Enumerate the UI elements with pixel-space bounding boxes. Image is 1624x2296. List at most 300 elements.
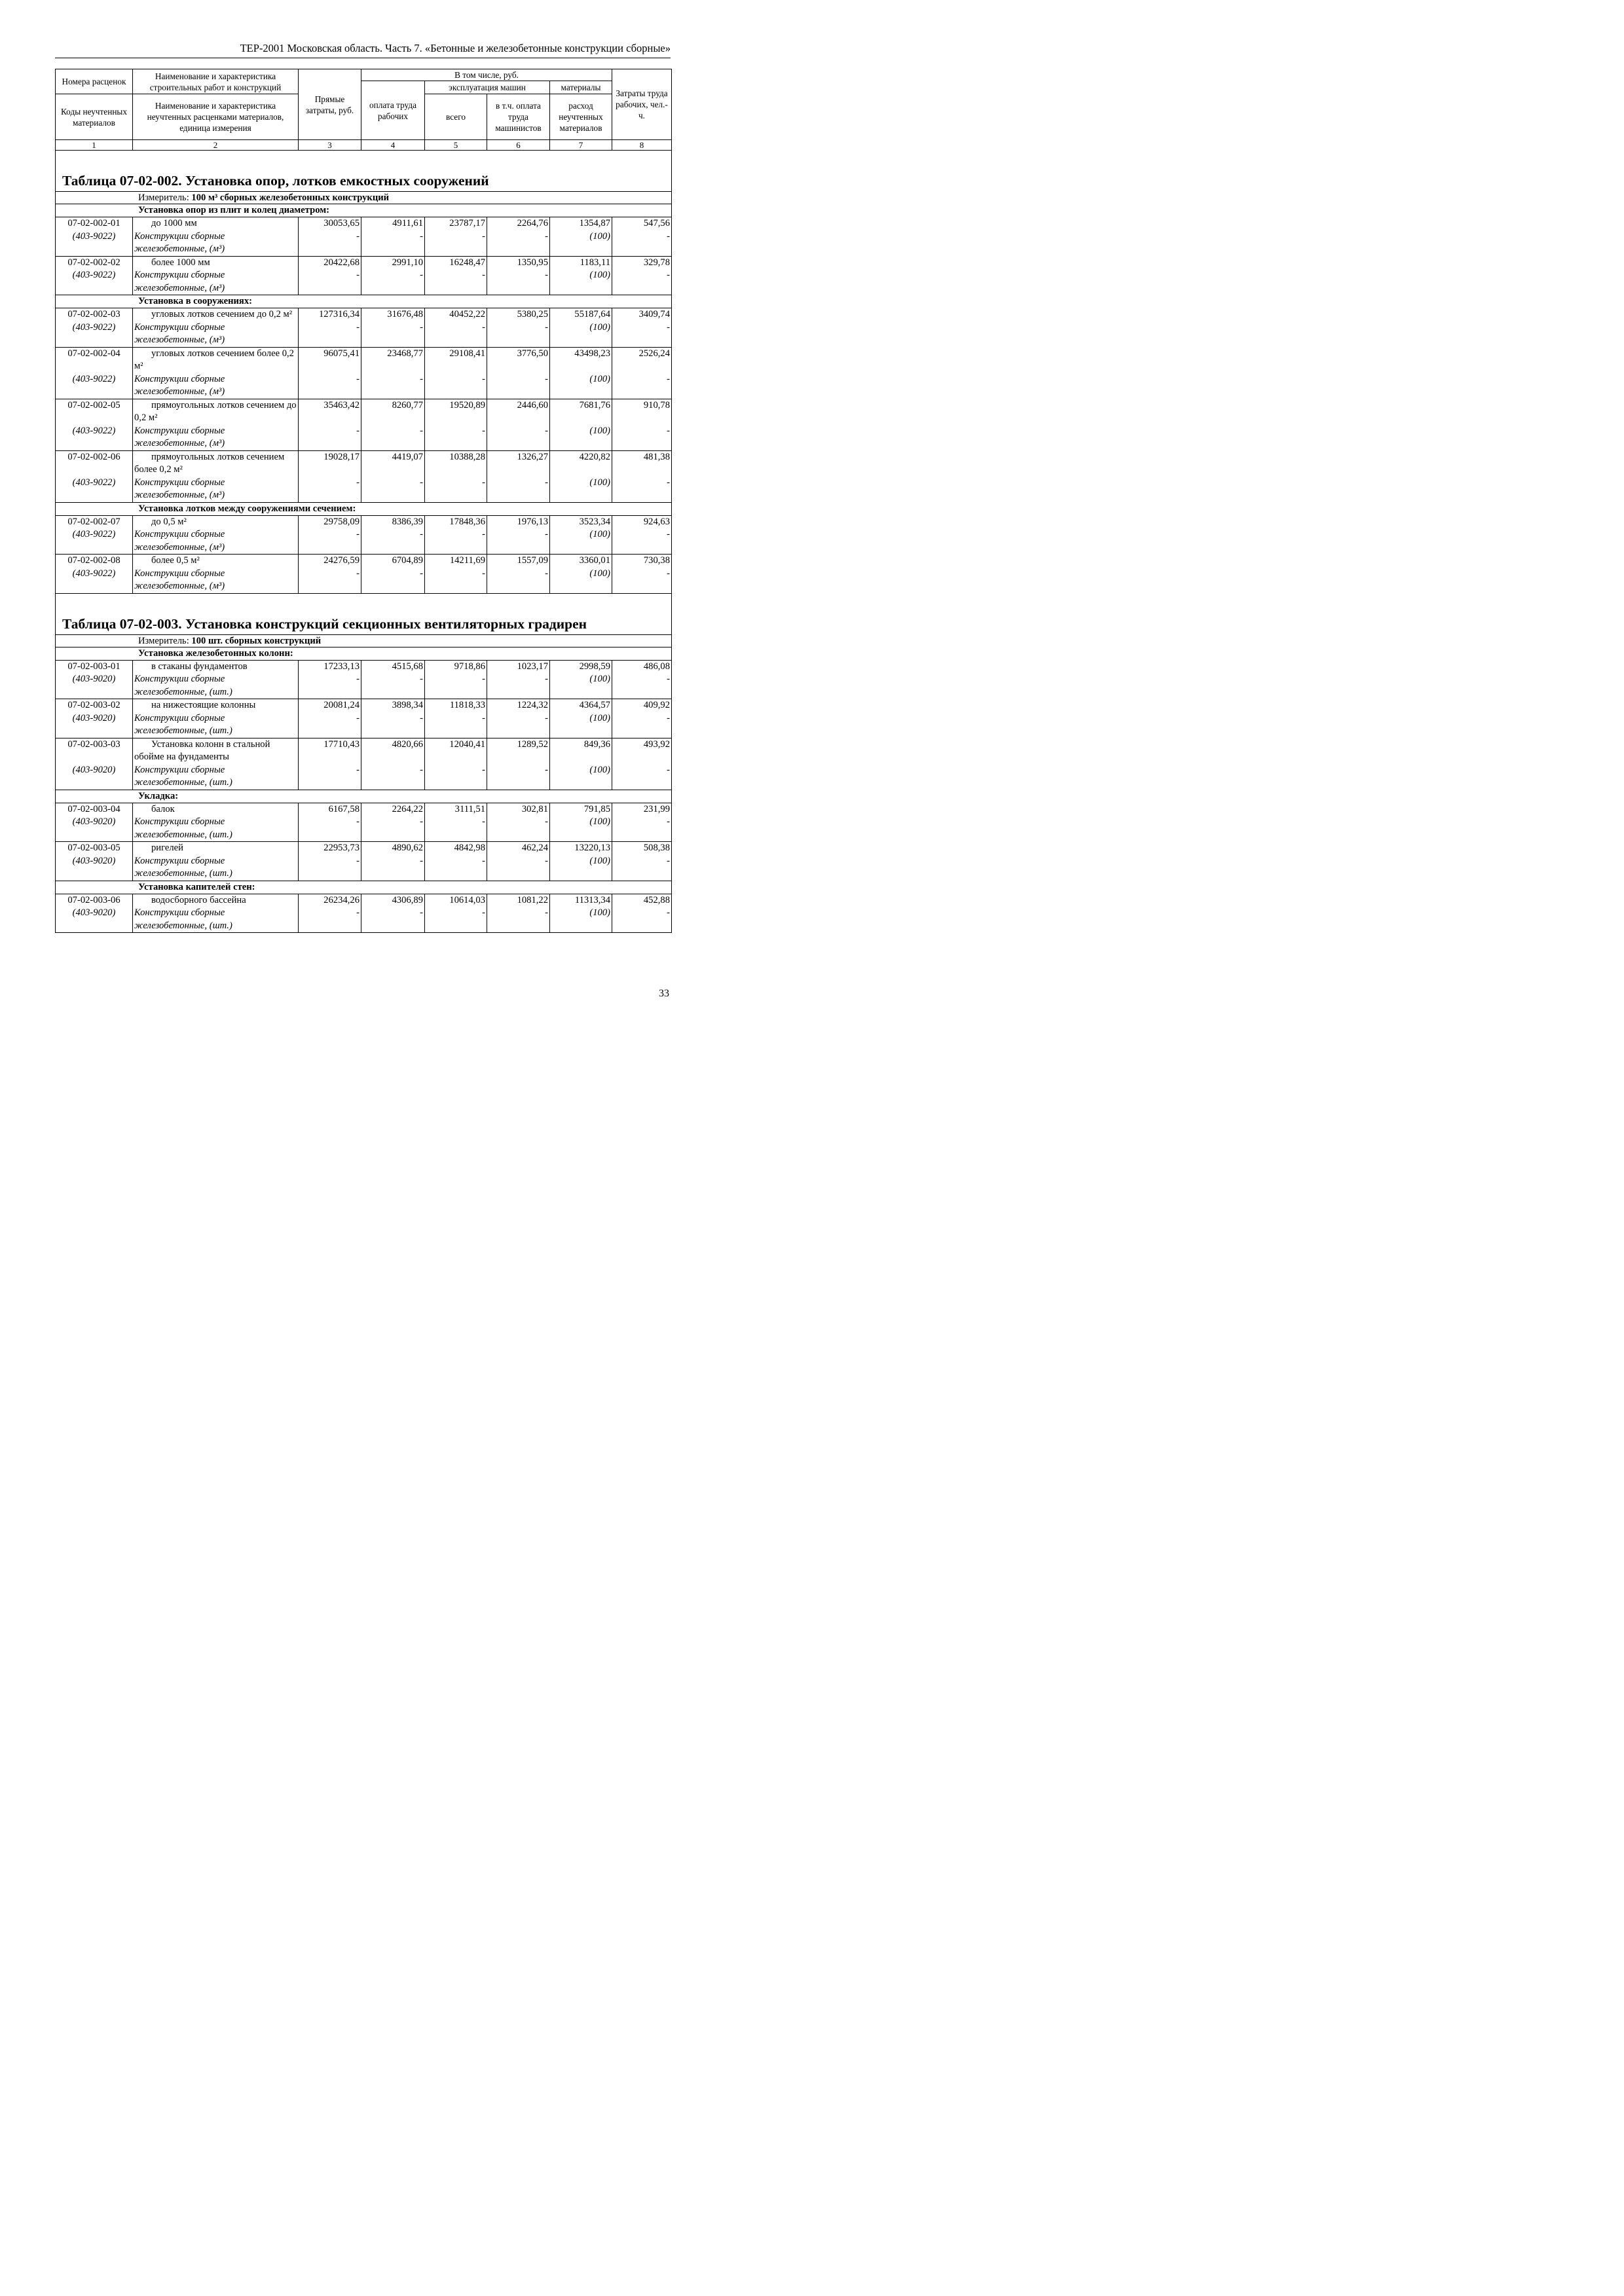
- value-cell: [487, 399, 550, 450]
- col1-head: Номера расценок: [56, 69, 133, 94]
- dash: -: [667, 477, 671, 488]
- value-cell: [361, 803, 425, 842]
- dash: -: [482, 477, 485, 488]
- value-cell: [361, 399, 425, 450]
- dash: -: [420, 529, 423, 539]
- material-code: (403-9020): [72, 816, 116, 827]
- material-code: (403-9022): [72, 477, 116, 488]
- value-cell: [425, 450, 487, 502]
- table-row: [56, 803, 672, 842]
- rate-code: 07-02-002-03: [67, 309, 120, 319]
- material-code: (403-9022): [72, 425, 116, 436]
- dash: -: [482, 529, 485, 539]
- dash: -: [545, 529, 548, 539]
- rate-code-cell: [56, 660, 133, 699]
- value: 4419,07: [392, 451, 423, 462]
- material-qty: (100): [589, 270, 611, 280]
- work-name: угловых лотков сечением до 0,2 м²: [151, 309, 293, 319]
- rate-code-cell: [56, 842, 133, 881]
- value-cell: [550, 217, 612, 257]
- value-cell: [612, 803, 672, 842]
- value: 13220,13: [574, 843, 611, 853]
- material-qty: (100): [589, 712, 611, 723]
- material-qty: (100): [589, 425, 611, 436]
- group-heading: Установка капителей стен:: [56, 881, 672, 894]
- value: 3111,51: [454, 803, 485, 814]
- dash: -: [420, 674, 423, 684]
- group-heading: Установка лотков между сооружениями сечением:: [56, 502, 672, 515]
- running-header: ТЕР-2001 Московская область. Часть 7. «Бетонные и железобетонные конструкции сборные»: [55, 42, 671, 58]
- material-code: (403-9022): [72, 373, 116, 384]
- value: 19520,89: [449, 399, 485, 410]
- rate-code-cell: [56, 217, 133, 257]
- total-head: всего: [425, 94, 487, 140]
- value: 5380,25: [517, 309, 548, 319]
- dash: -: [667, 674, 671, 684]
- value: 452,88: [643, 894, 671, 905]
- material-qty: (100): [589, 477, 611, 488]
- rate-code: 07-02-003-04: [67, 803, 120, 814]
- rate-code-cell: [56, 738, 133, 790]
- material-qty: (100): [589, 321, 611, 333]
- value-cell: [299, 738, 361, 790]
- value: 3776,50: [517, 348, 548, 359]
- dash: -: [667, 907, 671, 918]
- dash: -: [545, 764, 548, 775]
- dash: -: [667, 816, 671, 827]
- work-name: более 1000 мм: [151, 257, 210, 268]
- value-cell: [425, 217, 487, 257]
- value: 127316,34: [318, 309, 360, 319]
- value: 30053,65: [323, 218, 360, 228]
- value: 4890,62: [392, 843, 423, 853]
- measure-line: [56, 634, 672, 647]
- value: 4515,68: [392, 661, 423, 672]
- group-heading-row: [56, 295, 672, 308]
- value: 26234,26: [323, 894, 360, 905]
- value: 486,08: [643, 661, 671, 672]
- column-numbers: [56, 140, 672, 151]
- col-num: 7: [550, 140, 612, 151]
- value: 8386,39: [392, 516, 423, 527]
- value-cell: [487, 660, 550, 699]
- value: 4911,61: [392, 218, 423, 228]
- material-name: Конструкции сборные железобетонные, (шт.): [134, 764, 232, 788]
- value-cell: [487, 555, 550, 594]
- table-row: [56, 399, 672, 450]
- opwages-head: в т.ч. оплата труда машинистов: [487, 94, 550, 140]
- value-cell: [299, 399, 361, 450]
- work-name-cell: [133, 699, 299, 738]
- value-cell: [487, 515, 550, 555]
- dash: -: [482, 425, 485, 436]
- work-name-cell: [133, 803, 299, 842]
- value-cell: [550, 738, 612, 790]
- value-cell: [425, 256, 487, 295]
- dash: -: [420, 477, 423, 488]
- value-cell: [425, 699, 487, 738]
- value: 40452,22: [449, 309, 485, 319]
- value-cell: [361, 894, 425, 933]
- value: 2998,59: [579, 661, 611, 672]
- value: 1557,09: [517, 555, 548, 566]
- material-code: (403-9022): [72, 529, 116, 539]
- price-table: [55, 69, 672, 933]
- value-cell: [299, 842, 361, 881]
- measure-line: [56, 192, 672, 204]
- value-cell: [361, 699, 425, 738]
- value: 4220,82: [579, 451, 611, 462]
- value: 2264,22: [392, 803, 423, 814]
- value-cell: [425, 399, 487, 450]
- dash: -: [545, 270, 548, 280]
- work-name: ригелей: [151, 843, 183, 853]
- group-heading-row: [56, 881, 672, 894]
- rate-code-cell: [56, 450, 133, 502]
- value-cell: [361, 217, 425, 257]
- value: 730,38: [643, 555, 671, 566]
- value: 4820,66: [392, 738, 423, 750]
- col-num: 8: [612, 140, 672, 151]
- dash: -: [545, 373, 548, 384]
- value-cell: [487, 803, 550, 842]
- rate-code: 07-02-002-04: [67, 348, 120, 359]
- table-row: [56, 738, 672, 790]
- value: 43498,23: [574, 348, 611, 359]
- value: 1183,11: [580, 257, 611, 268]
- value-cell: [299, 450, 361, 502]
- table-row: [56, 842, 672, 881]
- material-name: Конструкции сборные железобетонные, (м³): [134, 373, 225, 397]
- value-cell: [612, 738, 672, 790]
- table-header: [56, 69, 672, 151]
- rate-code: 07-02-003-01: [67, 661, 120, 672]
- value-cell: [425, 347, 487, 399]
- value-cell: [612, 450, 672, 502]
- value: 547,56: [643, 218, 671, 228]
- work-name: до 1000 мм: [151, 218, 197, 228]
- value-cell: [550, 450, 612, 502]
- dash: -: [545, 321, 548, 333]
- section-title: Таблица 07-02-002. Установка опор, лотков емкостных сооружений: [56, 151, 672, 192]
- work-name: прямоугольных лотков сечением более 0,2 м²: [134, 451, 285, 475]
- dash: -: [545, 425, 548, 436]
- material-name: Конструкции сборные железобетонные, (м³): [134, 477, 225, 500]
- value-cell: [550, 894, 612, 933]
- dash: -: [482, 230, 485, 242]
- value: 96075,41: [323, 348, 360, 359]
- dash: -: [545, 816, 548, 827]
- value-cell: [550, 660, 612, 699]
- value-cell: [487, 894, 550, 933]
- value-cell: [425, 803, 487, 842]
- rate-code: 07-02-003-05: [67, 843, 120, 853]
- material-name: Конструкции сборные железобетонные, (шт.): [134, 816, 232, 840]
- section-title-row: [56, 151, 672, 192]
- group-heading: Установка железобетонных колонн:: [56, 647, 672, 660]
- dash: -: [356, 321, 360, 333]
- dash: -: [545, 568, 548, 579]
- table-row: [56, 217, 672, 257]
- value-cell: [361, 308, 425, 348]
- material-name: Конструкции сборные железобетонные, (м³): [134, 425, 225, 448]
- incl-head: В том числе, руб.: [361, 69, 612, 81]
- material-name: Конструкции сборные железобетонные, (шт.): [134, 855, 232, 879]
- col-num: 1: [56, 140, 133, 151]
- rate-code: 07-02-003-06: [67, 894, 120, 905]
- dash: -: [667, 764, 671, 775]
- work-name: прямоугольных лотков сечением до 0,2 м²: [134, 399, 297, 423]
- table-row: [56, 450, 672, 502]
- value-cell: [612, 699, 672, 738]
- dash: -: [420, 907, 423, 918]
- rate-code-cell: [56, 347, 133, 399]
- value-cell: [299, 660, 361, 699]
- work-name-cell: [133, 555, 299, 594]
- value: 910,78: [643, 399, 671, 410]
- dash: -: [420, 230, 423, 242]
- value: 16248,47: [449, 257, 485, 268]
- value: 11818,33: [449, 700, 485, 710]
- rate-code-cell: [56, 308, 133, 348]
- work-name-cell: [133, 894, 299, 933]
- work-name: Установка колонн в стальной обойме на фундаменты: [134, 738, 270, 762]
- group-heading-row: [56, 790, 672, 803]
- measure-label: Измеритель:: [138, 192, 192, 203]
- measure-value: 100 шт. сборных конструкций: [191, 635, 322, 646]
- value: 924,63: [643, 516, 671, 527]
- work-name: в стаканы фундаментов: [151, 661, 248, 672]
- value-cell: [425, 555, 487, 594]
- value: 31676,48: [387, 309, 423, 319]
- material-code: (403-9020): [72, 907, 116, 918]
- work-name-cell: [133, 399, 299, 450]
- dash: -: [667, 230, 671, 242]
- value-cell: [361, 256, 425, 295]
- col-num: 2: [133, 140, 299, 151]
- dash: -: [420, 270, 423, 280]
- dash: -: [482, 373, 485, 384]
- measure-row: [56, 634, 672, 647]
- value-cell: [487, 256, 550, 295]
- dash: -: [482, 674, 485, 684]
- value-cell: [550, 555, 612, 594]
- value: 3523,34: [579, 516, 611, 527]
- value: 3409,74: [638, 309, 671, 319]
- dash: -: [356, 674, 360, 684]
- value-cell: [299, 555, 361, 594]
- rate-code-cell: [56, 699, 133, 738]
- col-num: 4: [361, 140, 425, 151]
- materials-head: материалы: [550, 81, 612, 94]
- value: 1350,95: [517, 257, 548, 268]
- unacc-head: расход неучтенных материалов: [550, 94, 612, 140]
- work-name: балок: [151, 803, 175, 814]
- value-cell: [425, 308, 487, 348]
- value-cell: [361, 347, 425, 399]
- material-code: (403-9020): [72, 712, 116, 723]
- col1b-head: Коды неучтенных материалов: [56, 94, 133, 140]
- dash: -: [667, 270, 671, 280]
- dash: -: [545, 855, 548, 866]
- material-qty: (100): [589, 529, 611, 539]
- value: 55187,64: [574, 309, 611, 319]
- value-cell: [550, 515, 612, 555]
- dash: -: [356, 568, 360, 579]
- value-cell: [550, 256, 612, 295]
- dash: -: [545, 907, 548, 918]
- rate-code-cell: [56, 515, 133, 555]
- col3-head: Прямые затраты, руб.: [299, 69, 361, 140]
- table-row: [56, 660, 672, 699]
- rate-code: 07-02-002-06: [67, 451, 120, 462]
- value-cell: [612, 842, 672, 881]
- material-qty: (100): [589, 568, 611, 579]
- dash: -: [545, 477, 548, 488]
- work-name-cell: [133, 450, 299, 502]
- value: 29108,41: [449, 348, 485, 359]
- value: 10388,28: [449, 451, 485, 462]
- value-cell: [425, 738, 487, 790]
- dash: -: [482, 816, 485, 827]
- col2b-head: Наименование и характеристика неучтенных расценками материалов, единица измерения: [133, 94, 299, 140]
- table-row: [56, 699, 672, 738]
- rate-code: 07-02-002-01: [67, 218, 120, 228]
- dash: -: [667, 529, 671, 539]
- work-name-cell: [133, 842, 299, 881]
- section-title-row: [56, 593, 672, 634]
- measure-label: Измеритель:: [138, 635, 192, 646]
- value: 1354,87: [579, 218, 611, 228]
- dash: -: [545, 230, 548, 242]
- material-code: (403-9020): [72, 674, 116, 684]
- value: 17233,13: [323, 661, 360, 672]
- value: 24276,59: [323, 555, 360, 566]
- value: 12040,41: [449, 738, 485, 750]
- work-name-cell: [133, 217, 299, 257]
- work-name-cell: [133, 347, 299, 399]
- value-cell: [487, 347, 550, 399]
- value: 19028,17: [323, 451, 360, 462]
- rate-code-cell: [56, 803, 133, 842]
- value: 4364,57: [579, 700, 611, 710]
- dash: -: [356, 270, 360, 280]
- dash: -: [356, 855, 360, 866]
- table-row: [56, 256, 672, 295]
- value-cell: [361, 842, 425, 881]
- value-cell: [299, 515, 361, 555]
- material-code: (403-9020): [72, 855, 116, 866]
- value: 791,85: [583, 803, 611, 814]
- wages-head: оплата труда рабочих: [361, 81, 425, 140]
- value: 2526,24: [638, 348, 671, 359]
- rate-code: 07-02-002-02: [67, 257, 120, 268]
- rate-code: 07-02-002-08: [67, 555, 120, 566]
- value-cell: [612, 555, 672, 594]
- value-cell: [361, 515, 425, 555]
- dash: -: [420, 568, 423, 579]
- rate-code: 07-02-002-05: [67, 399, 120, 410]
- group-heading-row: [56, 647, 672, 660]
- dash: -: [482, 321, 485, 333]
- dash: -: [667, 321, 671, 333]
- rate-code: 07-02-002-07: [67, 516, 120, 527]
- material-name: Конструкции сборные железобетонные, (м³): [134, 270, 225, 293]
- value-cell: [299, 894, 361, 933]
- value: 35463,42: [323, 399, 360, 410]
- value-cell: [425, 842, 487, 881]
- value-cell: [487, 738, 550, 790]
- page-number: 33: [659, 988, 669, 999]
- col8-head: Затраты труда рабочих, чел.-ч.: [612, 69, 672, 140]
- work-name: угловых лотков сечением более 0,2 м²: [134, 348, 294, 371]
- value: 9718,86: [454, 661, 485, 672]
- work-name: до 0,5 м²: [151, 516, 187, 527]
- value: 462,24: [521, 843, 548, 853]
- table-row: [56, 555, 672, 594]
- material-qty: (100): [589, 230, 611, 242]
- material-name: Конструкции сборные железобетонные, (м³): [134, 321, 225, 345]
- value-cell: [487, 450, 550, 502]
- dash: -: [545, 674, 548, 684]
- work-name: на нижестоящие колонны: [151, 700, 256, 710]
- dash: -: [667, 425, 671, 436]
- value: 11313,34: [574, 894, 611, 905]
- dash: -: [420, 373, 423, 384]
- value-cell: [299, 699, 361, 738]
- value: 8260,77: [392, 399, 423, 410]
- work-name-cell: [133, 515, 299, 555]
- value: 849,36: [583, 738, 611, 750]
- material-name: Конструкции сборные железобетонные, (м³): [134, 529, 225, 553]
- work-name: более 0,5 м²: [151, 555, 200, 566]
- value: 409,92: [643, 700, 671, 710]
- value-cell: [361, 450, 425, 502]
- material-code: (403-9022): [72, 270, 116, 280]
- value: 4306,89: [392, 894, 423, 905]
- value: 22953,73: [323, 843, 360, 853]
- group-heading: Укладка:: [56, 790, 672, 803]
- material-name: Конструкции сборные железобетонные, (м³): [134, 230, 225, 254]
- value-cell: [361, 738, 425, 790]
- table-row: [56, 347, 672, 399]
- col2-head: Наименование и характеристика строительных работ и конструкций: [133, 69, 299, 94]
- dash: -: [420, 321, 423, 333]
- col-num: 5: [425, 140, 487, 151]
- value-cell: [487, 308, 550, 348]
- value: 23787,17: [449, 218, 485, 228]
- value: 23468,77: [387, 348, 423, 359]
- table-row: [56, 515, 672, 555]
- value: 302,81: [521, 803, 548, 814]
- value: 2991,10: [392, 257, 423, 268]
- dash: -: [356, 425, 360, 436]
- dash: -: [482, 712, 485, 723]
- dash: -: [545, 712, 548, 723]
- work-name-cell: [133, 308, 299, 348]
- value-cell: [550, 699, 612, 738]
- material-qty: (100): [589, 674, 611, 684]
- material-name: Конструкции сборные железобетонные, (шт.): [134, 674, 232, 697]
- table-row: [56, 894, 672, 933]
- dash: -: [482, 907, 485, 918]
- value-cell: [361, 555, 425, 594]
- dash: -: [420, 764, 423, 775]
- value: 17848,36: [449, 516, 485, 527]
- dash: -: [667, 568, 671, 579]
- dash: -: [420, 712, 423, 723]
- value: 1023,17: [517, 661, 548, 672]
